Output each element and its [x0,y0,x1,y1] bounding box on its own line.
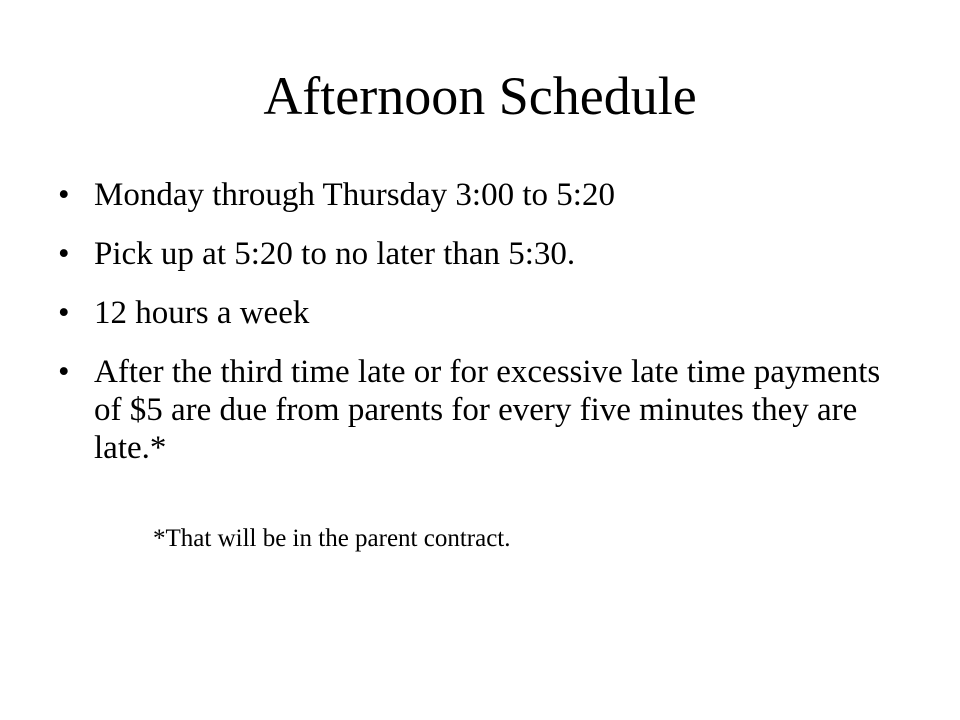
bullet-list [58,176,898,488]
slide-title: Afternoon Schedule [263,66,697,126]
bullet-text: Monday through Thursday 3:00 to 5:20 [94,177,615,213]
bullet-text: 12 hours a week [94,295,310,331]
bullet-item-pickup-time [58,235,898,273]
bullet-marker: • [58,295,70,331]
footnote: *That will be in the parent contract. [153,525,511,552]
bullet-marker: • [58,177,70,213]
bullet-marker: • [58,236,70,272]
bullet-item-hours-per-week [58,294,898,332]
bullet-item-late-fee-policy [58,353,898,467]
bullet-item-schedule-days [58,176,898,214]
bullet-marker: • [58,354,70,390]
bullet-text: Pick up at 5:20 to no later than 5:30. [94,236,576,272]
bullet-text: After the third time late or for excessive late time payments of $5 are due from parents for every five minutes they are late.* [94,354,881,466]
